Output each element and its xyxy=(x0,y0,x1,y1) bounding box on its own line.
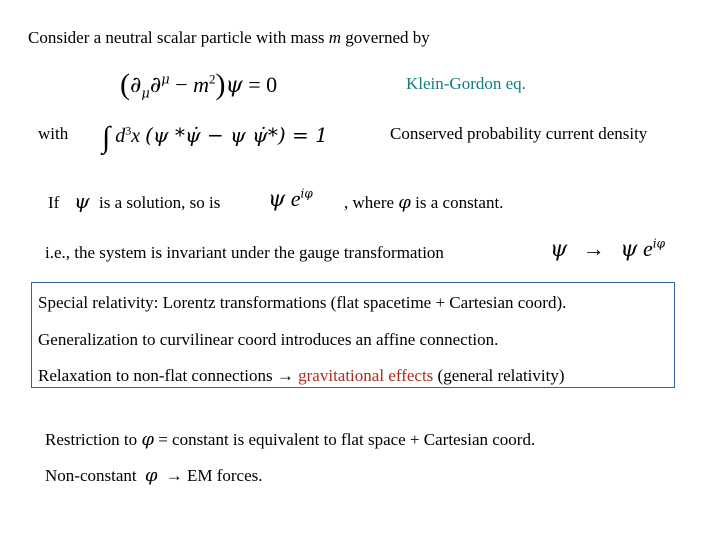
nonconstant-line xyxy=(45,466,262,486)
box-line-1: Special relativity: Lorentz transformations (flat spacetime + Cartesian coord). xyxy=(38,293,567,312)
nonconstant-pre: Non-constant xyxy=(45,466,141,485)
gauge-form xyxy=(268,186,313,212)
kg-equals-zero: = 0 xyxy=(242,72,278,97)
klein-gordon-label: Klein-Gordon eq. xyxy=(406,74,526,93)
gauge-transformation-map xyxy=(550,236,665,262)
restriction-post: = constant is equivalent to flat space + Cartesian coord. xyxy=(153,430,536,449)
map-psi-2: ψ xyxy=(620,237,638,262)
intro-text-end: governed by xyxy=(341,28,430,47)
map-e: e xyxy=(643,236,653,261)
box-line-3-pre: Relaxation to non-flat connections → xyxy=(38,366,299,385)
kg-mass: m xyxy=(193,72,209,97)
map-psi: ψ xyxy=(550,237,568,262)
norm-body: (ψ *ψ̇ − ψ ψ̇*) = 1 xyxy=(145,123,328,147)
map-exponent: iφ xyxy=(652,236,666,251)
kg-mu-sub: μ xyxy=(141,86,150,102)
restriction-phi: φ xyxy=(141,429,154,450)
box-line-3-post: (general relativity) xyxy=(433,366,565,385)
kg-mu-sup: μ xyxy=(161,72,170,88)
restriction-pre: Restriction to xyxy=(45,430,142,449)
kg-partial-2: ∂ xyxy=(149,73,162,98)
integral-sign: ∫ xyxy=(102,121,111,154)
solution-text: is a solution, so is xyxy=(99,193,221,212)
normalization-equation xyxy=(102,116,328,154)
with-label: with xyxy=(38,124,69,143)
intro-text: Consider a neutral scalar particle with mass xyxy=(28,28,329,47)
map-arrow: → xyxy=(582,236,605,261)
intro-line xyxy=(28,28,430,48)
klein-gordon-equation xyxy=(120,66,277,101)
if-label: If xyxy=(48,193,60,212)
gauge-e: e xyxy=(290,186,301,211)
where-word: , where xyxy=(344,193,395,212)
gravitational-effects-text: gravitational effects xyxy=(298,366,434,385)
phi-symbol: φ xyxy=(398,192,411,213)
kg-open-paren: ( xyxy=(120,68,130,101)
kg-minus: − xyxy=(169,72,194,97)
kg-partial: ∂ xyxy=(130,73,142,98)
gauge-exponent: iφ xyxy=(300,186,313,201)
kg-square: 2 xyxy=(209,71,216,87)
restriction-line xyxy=(45,430,535,450)
norm-x: x xyxy=(131,125,141,147)
norm-d: d xyxy=(115,125,126,147)
mass-variable: m xyxy=(328,28,341,47)
norm-cube: 3 xyxy=(125,123,132,138)
where-text xyxy=(344,193,503,213)
gauge-psi: ψ xyxy=(268,187,286,212)
gauge-invariance-text: i.e., the system is invariant under the gauge transformation xyxy=(45,243,444,262)
kg-psi: ψ xyxy=(225,73,243,98)
conserved-current-label: Conserved probability current density xyxy=(390,124,648,143)
kg-close-paren: ) xyxy=(215,68,226,101)
constant-text: is a constant. xyxy=(415,193,504,212)
nonconstant-phi: φ xyxy=(144,465,158,486)
box-line-3 xyxy=(38,366,565,386)
psi-symbol: ψ xyxy=(74,189,90,213)
box-line-2: Generalization to curvilinear coord introduces an affine connection. xyxy=(38,330,499,349)
nonconstant-post: → EM forces. xyxy=(161,466,263,485)
